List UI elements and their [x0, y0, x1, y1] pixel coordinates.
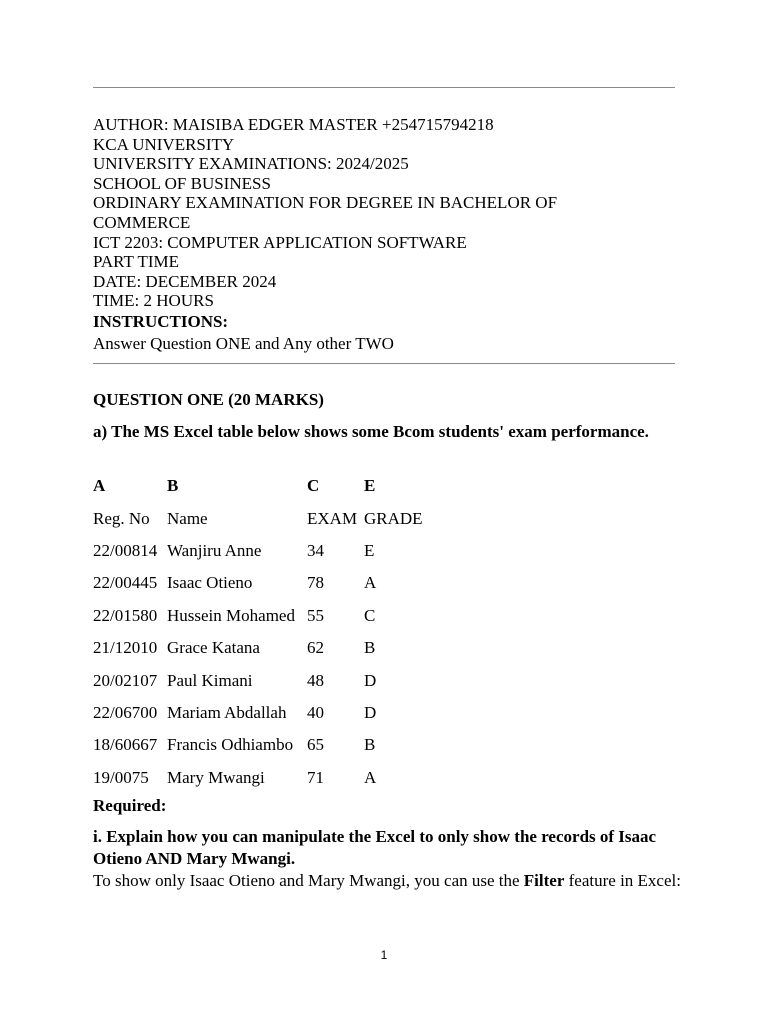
table-header-row [93, 502, 444, 534]
table-row [93, 535, 444, 567]
reg-no-cell: 21/12010 [93, 638, 158, 658]
header-cell: Reg. No [93, 508, 150, 528]
author-line: AUTHOR: MAISIBA EDGER MASTER +254715794218 [93, 115, 494, 134]
table-row [93, 600, 444, 632]
mode-line: PART TIME [93, 252, 180, 272]
header-cell: EXAM [307, 508, 358, 528]
reg-no-cell: 19/0075 [93, 767, 149, 787]
exam-cell: 65 [307, 735, 324, 755]
exam-cell: 71 [307, 767, 324, 787]
grade-cell: D [364, 702, 377, 722]
header-divider [93, 363, 675, 364]
degree-line-continued: COMMERCE [93, 212, 191, 232]
exam-header [93, 115, 675, 353]
exam-session-line: UNIVERSITY EXAMINATIONS: 2024/2025 [93, 154, 409, 174]
exam-cell: 34 [307, 540, 324, 560]
grade-cell: A [364, 573, 377, 593]
exam-cell: 40 [307, 702, 324, 722]
grade-cell: B [364, 638, 376, 658]
answer-paragraph [93, 870, 683, 892]
answer-text-start: To show only Isaac Otieno and Mary Mwangi, you can use the [93, 871, 524, 890]
exam-cell: 55 [307, 605, 324, 625]
question-part-a: a) The MS Excel table below shows some Bcom students' exam performance. [93, 422, 649, 441]
name-cell: Paul Kimani [167, 670, 253, 690]
reg-no-cell: 22/06700 [93, 702, 158, 722]
name-cell: Mariam Abdallah [167, 702, 287, 722]
table-row [93, 697, 444, 729]
course-line: ICT 2203: COMPUTER APPLICATION SOFTWARE [93, 232, 467, 252]
instructions-label: INSTRUCTIONS: [93, 311, 229, 331]
name-cell: Isaac Otieno [167, 573, 253, 593]
grade-cell: D [364, 670, 377, 690]
exam-cell: 62 [307, 638, 324, 658]
name-cell: Mary Mwangi [167, 767, 265, 787]
reg-no-cell: 18/60667 [93, 735, 158, 755]
column-letter: A [93, 476, 106, 496]
answer-text-end: feature in Excel: [564, 871, 681, 890]
question-part-i: i. Explain how you can manipulate the Excel to only show the records of Isaac Otieno AND Mary Mwangi. [93, 827, 657, 868]
reg-no-cell: 22/00814 [93, 540, 158, 560]
table-row [93, 567, 444, 599]
filter-keyword: Filter [523, 871, 565, 890]
table-row [93, 664, 444, 696]
grade-cell: A [364, 767, 377, 787]
exam-cell: 48 [307, 670, 324, 690]
table-row [93, 762, 444, 794]
table-row [93, 729, 444, 761]
name-cell: Francis Odhiambo [167, 735, 294, 755]
table-row [93, 632, 444, 664]
grade-cell: E [364, 540, 375, 560]
grade-cell: B [364, 735, 376, 755]
reg-no-cell: 22/01580 [93, 605, 158, 625]
instructions-text: Answer Question ONE and Any other TWO [93, 333, 394, 353]
header-cell: GRADE [364, 508, 423, 528]
reg-no-cell: 20/02107 [93, 670, 158, 690]
column-letter-row [93, 470, 444, 502]
column-letter: B [167, 476, 179, 496]
university-line: KCA UNIVERSITY [93, 134, 235, 154]
column-letter: C [307, 476, 320, 496]
page-number: 1 [380, 948, 388, 962]
name-cell: Grace Katana [167, 638, 260, 658]
required-label: Required: [93, 796, 167, 815]
grade-cell: C [364, 605, 376, 625]
name-cell: Hussein Mohamed [167, 605, 295, 625]
header-cell: Name [167, 508, 208, 528]
degree-line: ORDINARY EXAMINATION FOR DEGREE IN BACHELOR OF [93, 193, 558, 213]
exam-cell: 78 [307, 573, 324, 593]
name-cell: Wanjiru Anne [167, 540, 262, 560]
date-line: DATE: DECEMBER 2024 [93, 271, 277, 291]
exam-performance-table [93, 470, 444, 794]
reg-no-cell: 22/00445 [93, 573, 158, 593]
column-letter: E [364, 476, 376, 496]
time-line: TIME: 2 HOURS [93, 291, 214, 311]
school-line: SCHOOL OF BUSINESS [93, 173, 271, 193]
top-divider [93, 87, 675, 88]
question-one-title: QUESTION ONE (20 MARKS) [93, 390, 324, 409]
